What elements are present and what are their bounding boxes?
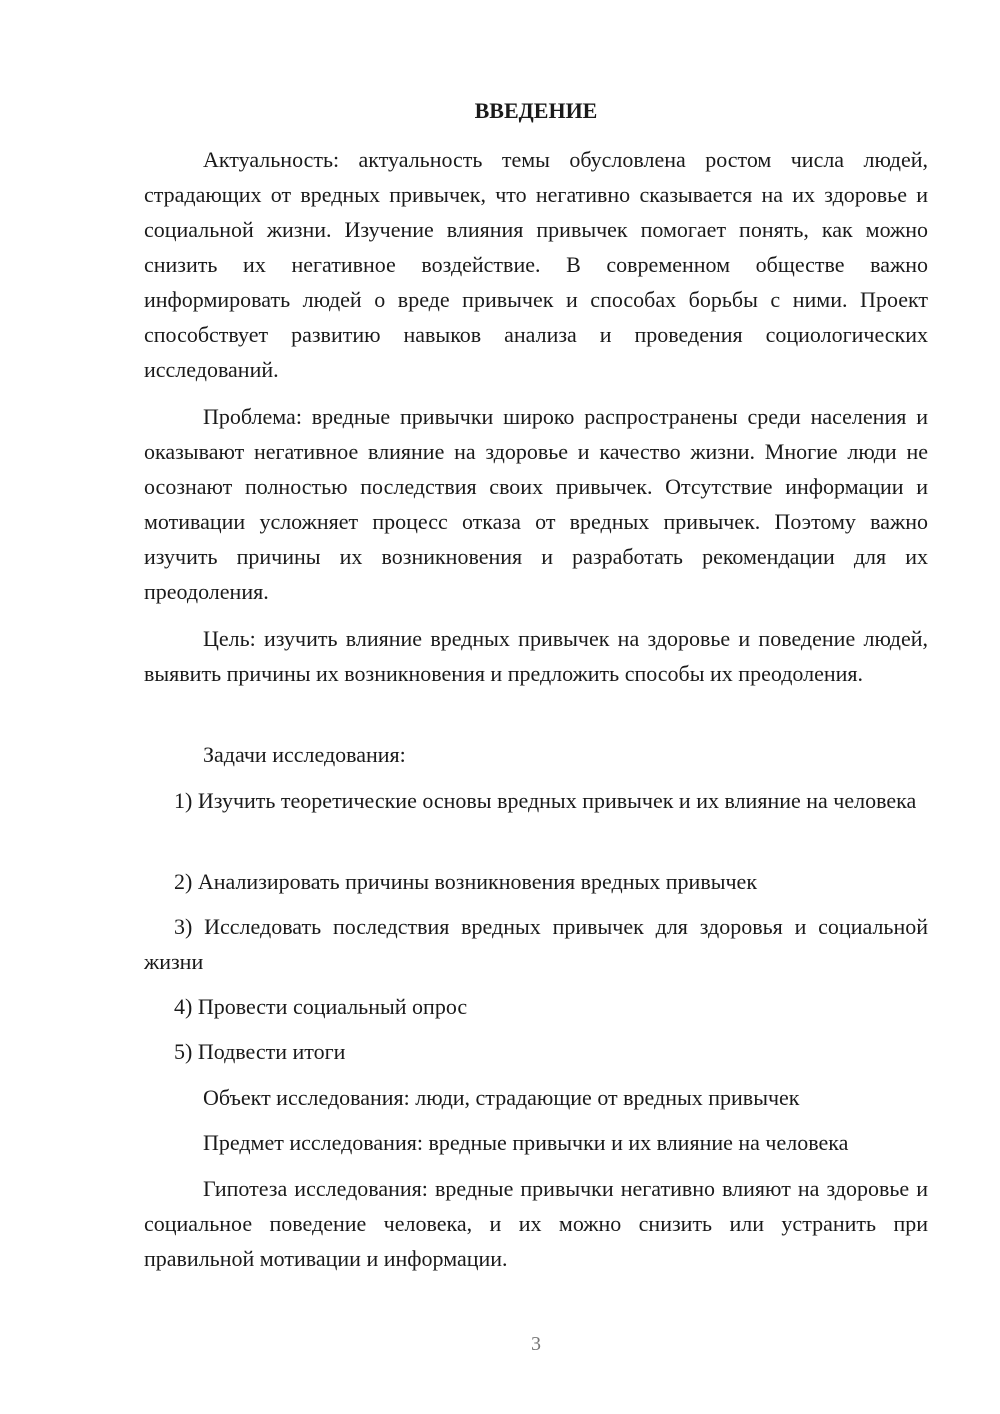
subject-paragraph: Предмет исследования: вредные привычки и их влияние на человека <box>203 1130 849 1155</box>
task-item-1: 1) Изучить теоретические основы вредных привычек и их влияние на человека <box>174 788 917 813</box>
object-paragraph: Объект исследования: люди, страдающие от вредных привычек <box>203 1085 800 1110</box>
page-number: 3 <box>531 1333 541 1355</box>
task-item-5: 5) Подвести итоги <box>174 1039 346 1064</box>
problem-paragraph: Проблема: вредные привычки широко распространены среди населения и оказывают негативное влияние на здоровье и качество жизни. Многие люди не осознают полностью последствия своих привычек. Отсутствие информации и мотивации усложняет процесс отказа от вредных привычек. Поэтому важно изучить причины их возникновения и разработать рекомендации для их преодоления. <box>144 404 928 604</box>
task-item-4: 4) Провести социальный опрос <box>174 994 468 1019</box>
relevance-paragraph: Актуальность: актуальность темы обусловлена ростом числа людей, страдающих от вредных привычек, что негативно сказывается на их здоровье и социальной жизни. Изучение влияния привычек помогает понять, как можно снизить их негативное воздействие. В современном обществе важно информировать людей о вреде привычек и способах борьбы с ними. Проект способствует развитию навыков анализа и проведения социологических исследований. <box>144 147 928 382</box>
task-item-3: 3) Исследовать последствия вредных привычек для здоровья и социальной жизни <box>144 914 928 974</box>
task-item-2: 2) Анализировать причины возникновения вредных привычек <box>174 869 758 894</box>
goal-paragraph: Цель: изучить влияние вредных привычек на здоровье и поведение людей, выявить причины их возникновения и предложить способы их преодоления. <box>144 626 928 686</box>
tasks-heading: Задачи исследования: <box>203 742 406 767</box>
page-title: ВВЕДЕНИЕ <box>474 98 598 123</box>
hypothesis-paragraph: Гипотеза исследования: вредные привычки негативно влияют на здоровье и социальное поведение человека, и их можно снизить или устранить при правильной мотивации и информации. <box>144 1176 928 1271</box>
